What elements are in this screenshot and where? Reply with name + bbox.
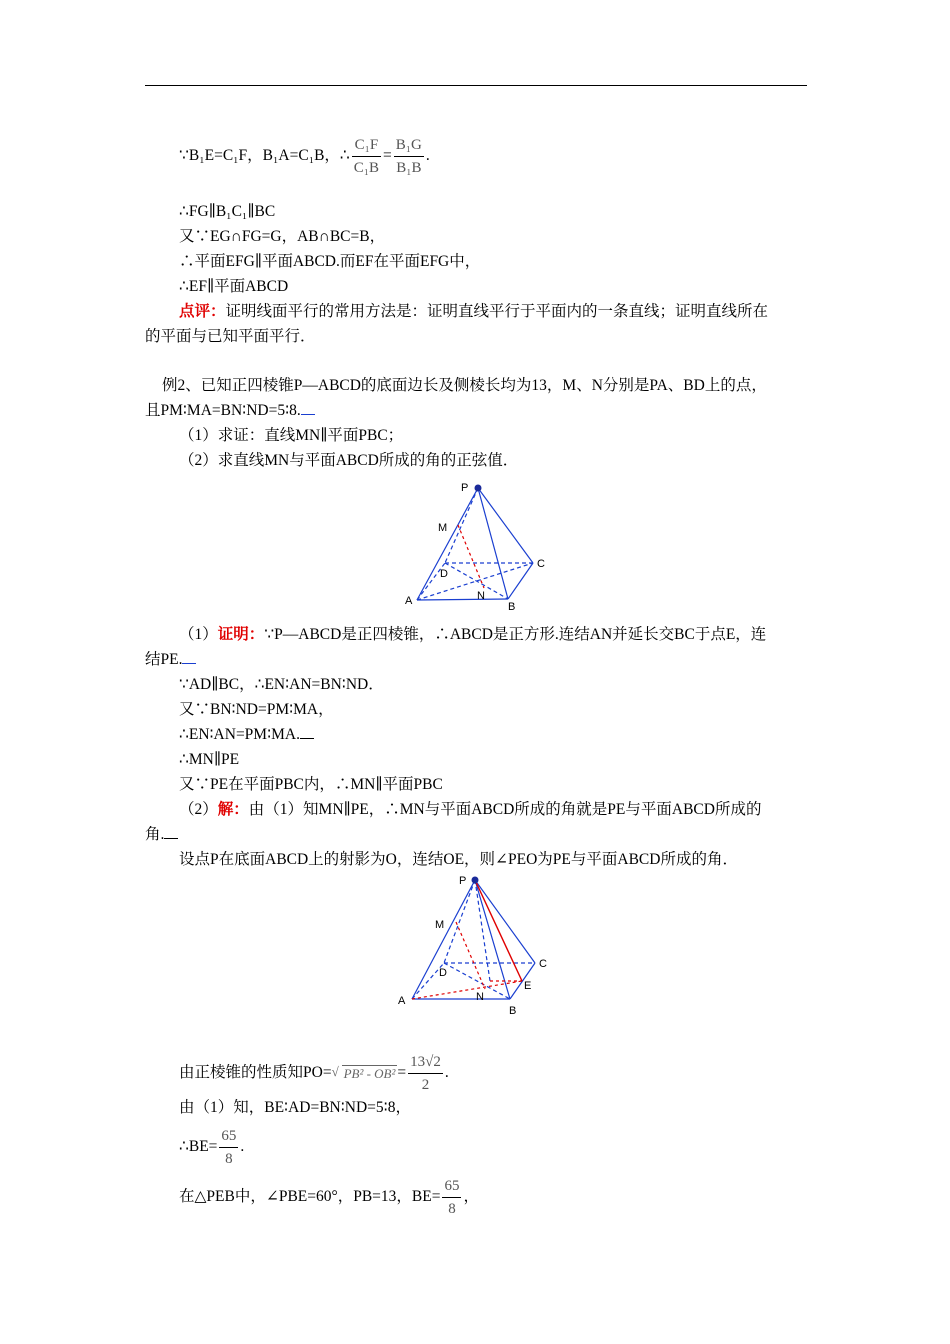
text-line: （2）求直线MN与平面ABCD所成的角的正弦值．	[179, 452, 519, 469]
text-line: 又∵PE在平面PBC内，∴MN∥平面PBC	[179, 776, 443, 793]
apex-point	[472, 877, 479, 884]
edge-PA	[412, 880, 475, 999]
fraction: $\frac{13√2}{2}$	[410, 1054, 441, 1093]
text-line: ∴BE= $\frac{65}{8}$ .	[179, 1128, 245, 1167]
text-line: （1）求证：直线MN∥平面PBC；	[179, 427, 404, 444]
underline	[182, 649, 196, 664]
label-D: D	[439, 967, 447, 979]
fraction: $\frac{\text{C₁F}}{\text{C₁B}}$	[353, 137, 380, 176]
fraction: $\frac{65}{8}$	[444, 1178, 460, 1217]
label-A: A	[398, 995, 406, 1007]
edge-PA	[417, 488, 478, 600]
text-line: 在△PEB中，∠PBE=60°，PB=13，BE= $\frac{65}{8}$ ，	[179, 1178, 479, 1217]
edge-AB	[417, 599, 508, 600]
edge-PB	[478, 488, 508, 599]
label-P: P	[459, 875, 467, 887]
header-rule	[145, 85, 807, 86]
edge-PD	[445, 488, 478, 563]
pyramid-figure-1	[395, 475, 555, 610]
label-M: M	[438, 522, 448, 534]
edge-PC	[475, 880, 535, 963]
label-A: A	[405, 595, 413, 607]
solution-label: 解：	[217, 801, 249, 818]
text-line: 设点P在底面ABCD上的射影为O，连结OE，则∠PEO为PE与平面ABCD所成的角．	[179, 851, 738, 868]
apex-point	[475, 485, 482, 492]
label-C: C	[537, 558, 545, 570]
proof-label: 证明：	[217, 626, 265, 643]
text-line: 由（1）知，BE∶AD=BN∶ND=5∶8，	[179, 1099, 411, 1116]
segment-MN	[456, 922, 485, 989]
text-line: 结PE.	[145, 648, 807, 672]
fraction: $\frac{65}{8}$	[221, 1128, 237, 1167]
fraction: $\frac{\text{B₁G}}{\text{B₁B}}$	[395, 137, 422, 176]
label-B: B	[509, 1005, 517, 1017]
label-E: E	[524, 980, 532, 992]
text-line: ∴平面EFG∥平面ABCD.而EF在平面EFG中，	[179, 253, 481, 270]
edge-BC	[508, 563, 533, 599]
remark-label: 点评：	[179, 303, 226, 320]
label-M: M	[435, 919, 445, 931]
text-line: ∵AD∥BC，∴EN∶AN=BN∶ND．	[179, 676, 384, 693]
text-line: ∴EF∥平面ABCD	[179, 278, 289, 295]
text-line: 又∵EG∩FG=G，AB∩BC=B，	[179, 228, 386, 245]
label-C: C	[539, 958, 547, 970]
text-line: 由正棱锥的性质知PO=√ PB² - OB² = $\frac{13√2}{2}$ .	[145, 1052, 841, 1095]
pyramid-figure-2	[390, 868, 560, 1018]
text-line: 且PM∶MA=BN∶ND=5∶8.	[145, 399, 807, 423]
underline	[301, 400, 315, 415]
text-line: 角.	[145, 823, 807, 847]
underline	[164, 824, 178, 839]
example-title: 例2、已知正四棱锥P—ABCD的底面边长及侧棱长均为13，M、N分别是PA、BD上的点，	[162, 377, 767, 394]
label-D: D	[440, 568, 448, 580]
text-line: （1）证明：∵P—ABCD是正四棱锥，∴ABCD是正方形.连结AN并延长交BC于点E，连	[179, 626, 767, 643]
edge-PC	[478, 488, 533, 563]
text-line: ∵B₁E=C₁F，B₁A=C₁B，∴ $\frac{\text{C₁F}}{\text{C₁B}}$ = $\frac{\text{B₁G}}{\text{B₁B}}$ .	[179, 137, 430, 176]
label-P: P	[461, 482, 469, 494]
text-line: ∴FG∥B₁C₁∥BC	[179, 203, 276, 220]
text-line: 点评：证明线面平行的常用方法是：证明直线平行于平面内的一条直线；证明直线所在	[179, 303, 769, 320]
label-N: N	[477, 590, 485, 602]
text-line: ∴EN∶AN=PM∶MA.	[145, 723, 841, 747]
text-line: 又∵BN∶ND=PM∶MA，	[179, 701, 334, 718]
label-B: B	[508, 601, 516, 610]
text-line: ∴MN∥PE	[179, 751, 240, 768]
text-line: （2）解：由（1）知MN∥PE，∴MN与平面ABCD所成的角就是PE与平面ABCD所成的	[179, 801, 762, 818]
edge-PD	[444, 880, 475, 963]
text-line: 的平面与已知平面平行．	[145, 328, 316, 345]
label-N: N	[476, 991, 484, 1003]
underline	[300, 724, 314, 739]
sqrt-expression: √ PB² - OB²	[342, 1065, 398, 1082]
segment-MN	[458, 525, 484, 588]
